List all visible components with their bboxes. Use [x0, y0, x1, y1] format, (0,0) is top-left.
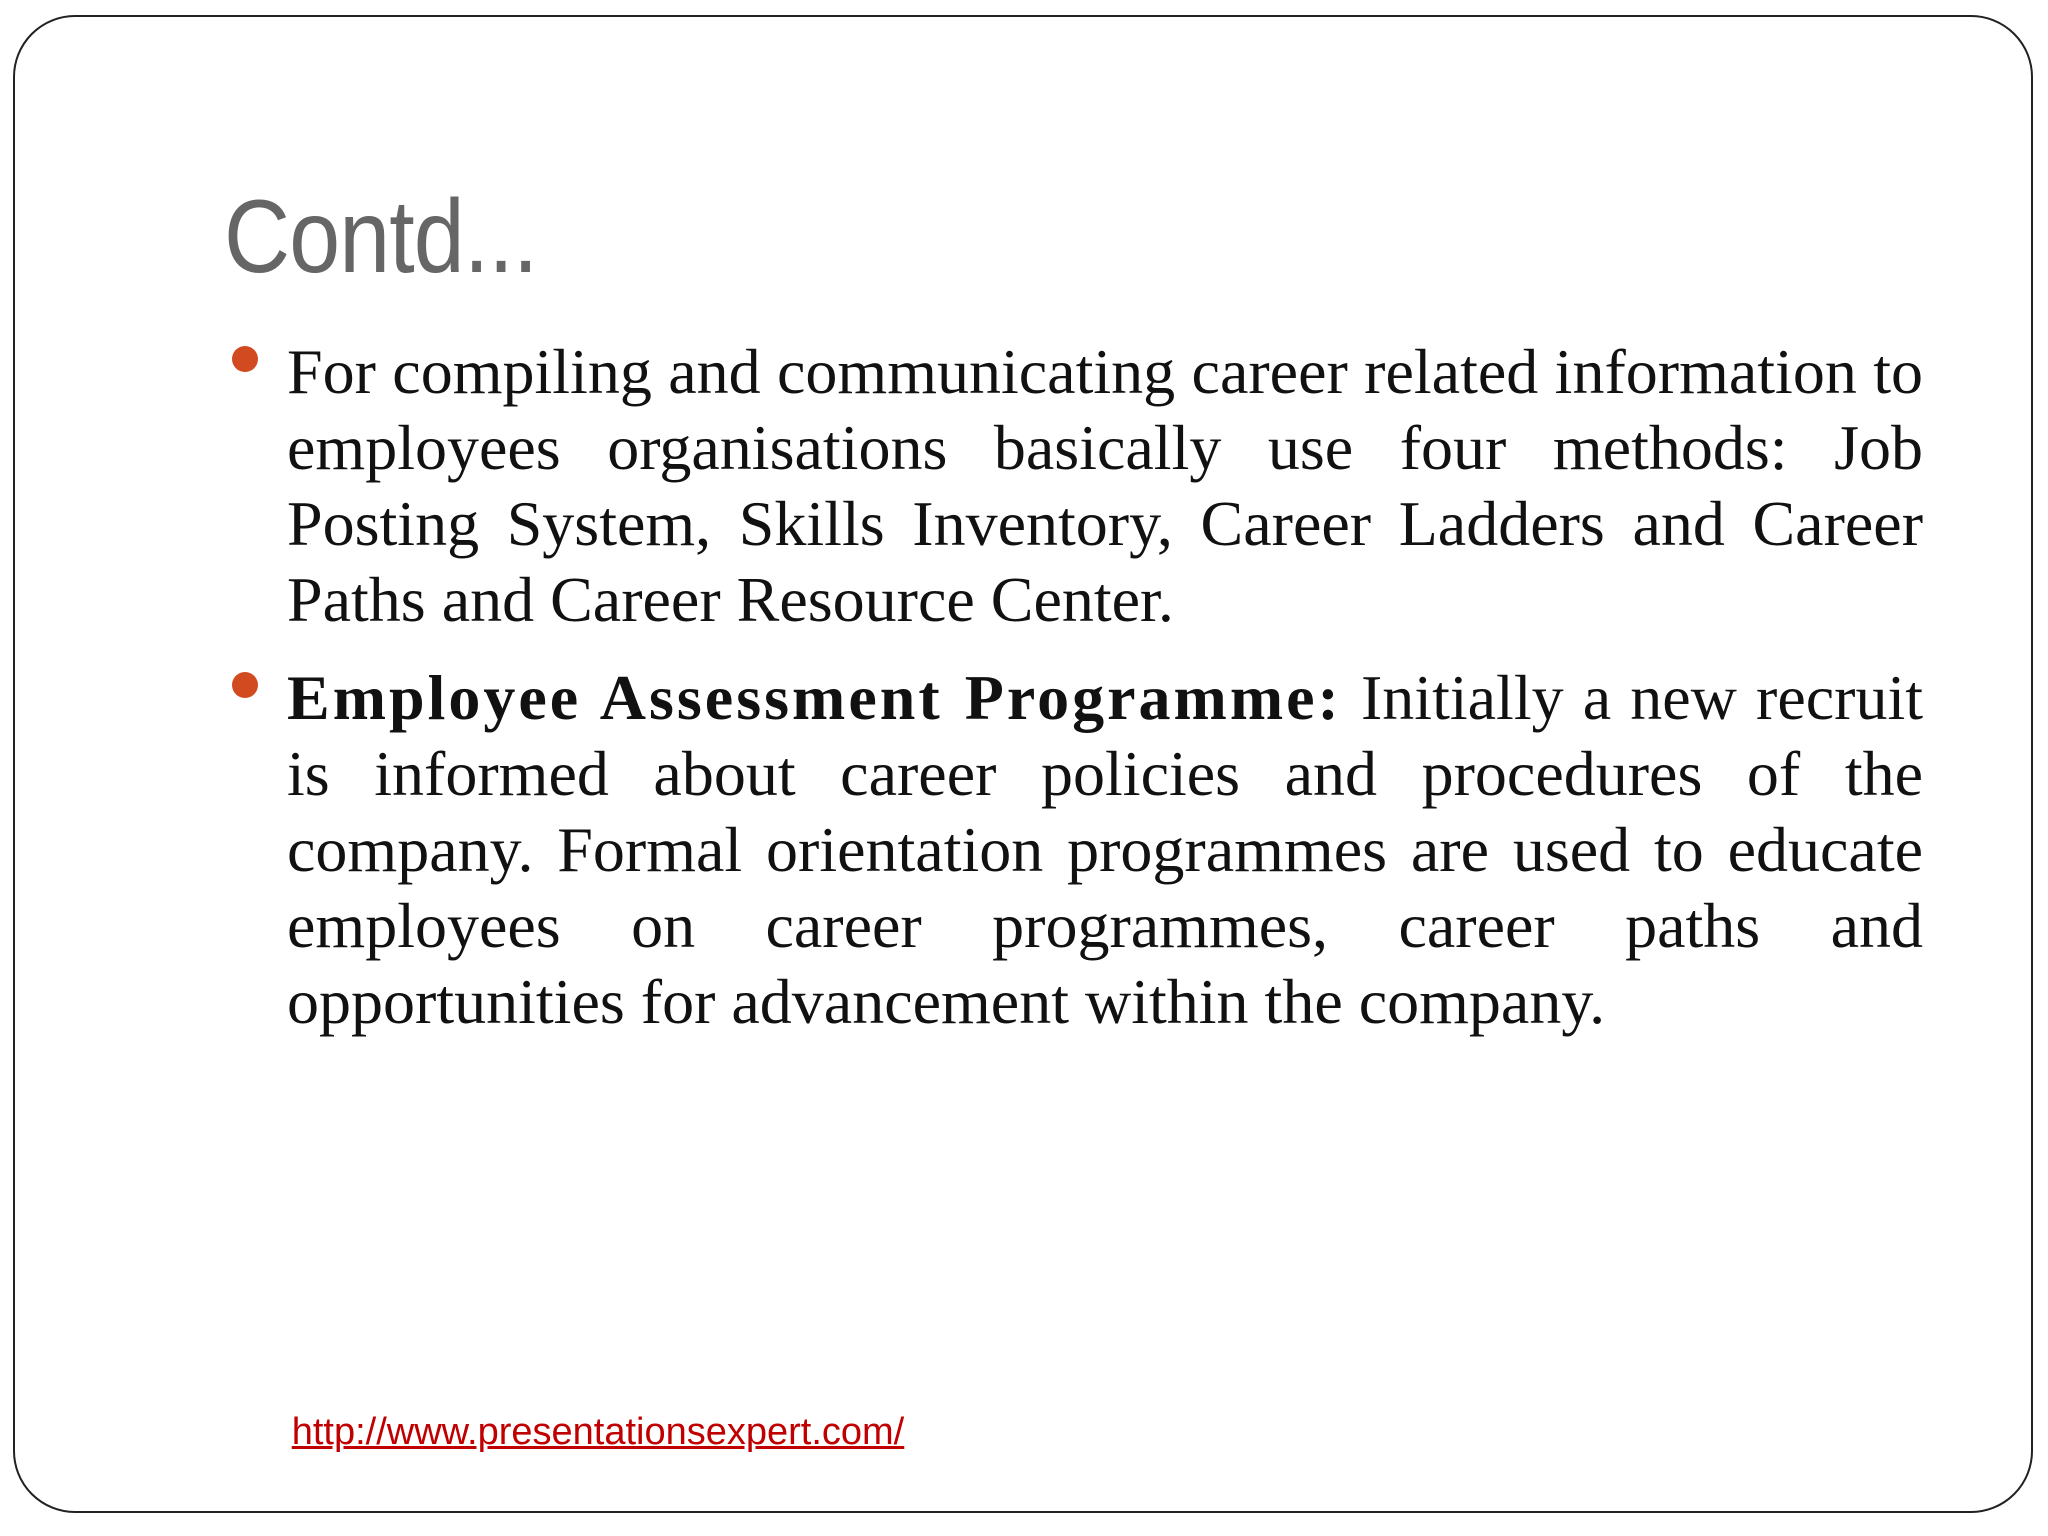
bullet-dot-icon [232, 346, 258, 372]
bullet-text: Initially a new recruit is informed about career policies and procedures of the company. Formal orientation programmes are used to educate employees on career programmes, career paths and opportunities for advancement within the company. [287, 662, 1924, 1037]
slide-title: Contd... [224, 179, 538, 295]
bullet-text: For compiling and communicating career related information to employees organisations basically use four methods: Job Posting System, Skills Inventory, Career Ladders and Career Paths and Career Resource Center. [287, 336, 1923, 635]
bullet-item [287, 660, 1923, 1040]
bullet-heading: Employee Assessment Programme: [287, 662, 1342, 733]
footer-link[interactable]: http://www.presentationsexpert.com/ [291, 1411, 905, 1453]
bullet-dot-icon [232, 672, 258, 698]
bullet-item [287, 334, 1923, 638]
bullet-list [287, 334, 1923, 1062]
